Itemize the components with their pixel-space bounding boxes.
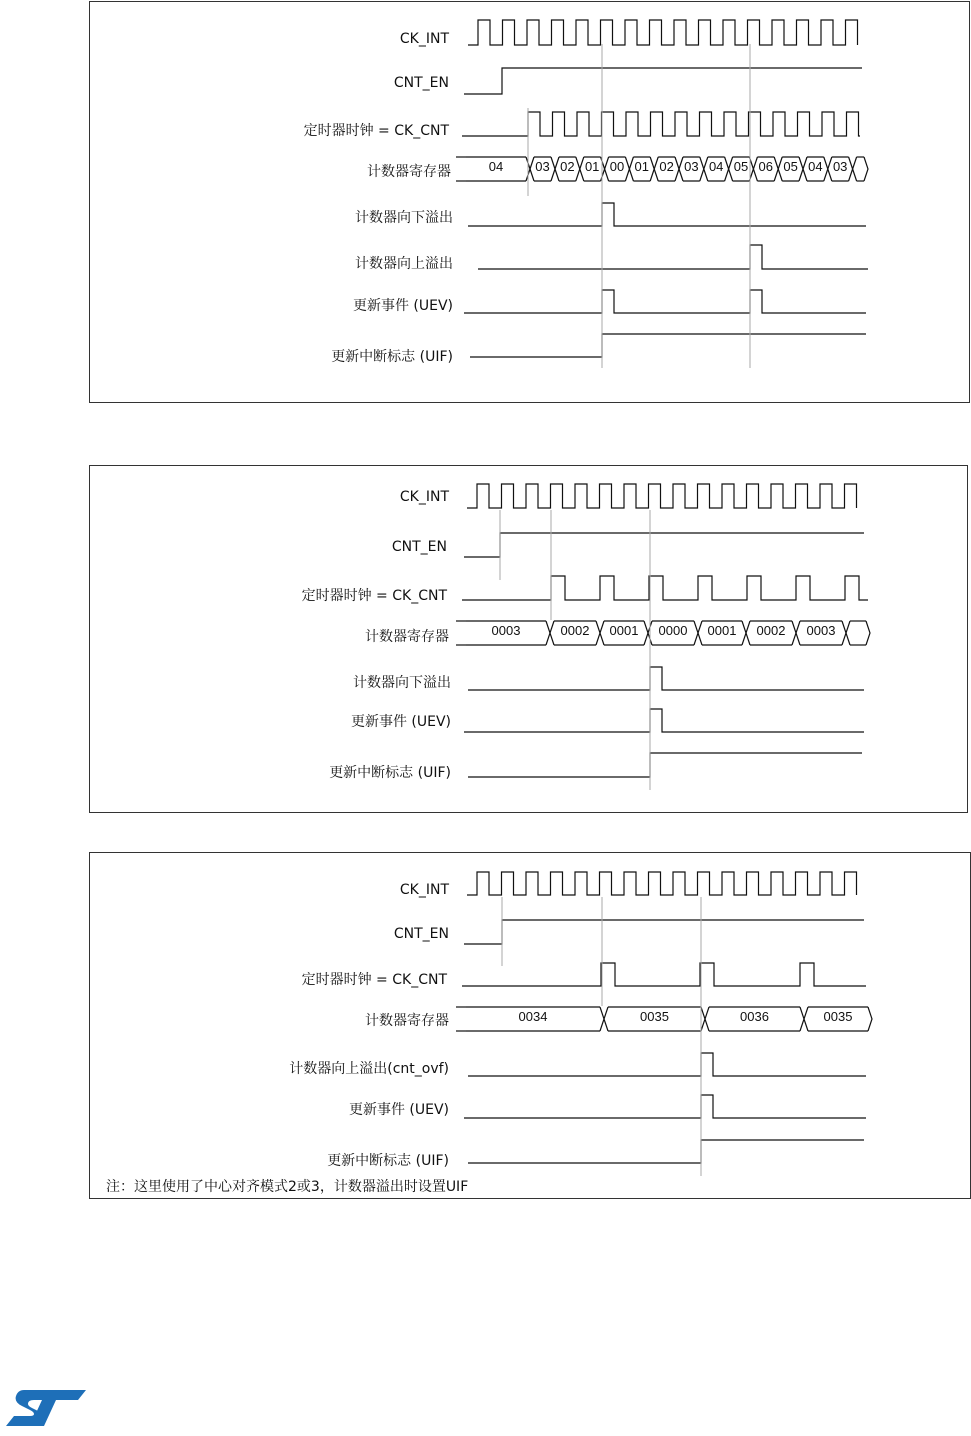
- d1-counter-bus-value: 03: [535, 159, 550, 174]
- d1-counter-bus-end: [864, 157, 868, 181]
- d3-label-ck-int: CK_INT: [399, 882, 449, 898]
- d2-counter-bus-value: 0001: [707, 623, 737, 638]
- d1-uev-wave: [464, 290, 866, 313]
- d1-uif-wave: [470, 334, 866, 357]
- d1-label-uev: 更新事件 (UEV): [352, 298, 453, 314]
- d3-label-uif: 更新中断标志 (UIF): [327, 1153, 449, 1169]
- d2-counter-bus-value: 0003: [491, 623, 521, 638]
- d3-label-overflow: 计数器向上溢出(cnt_ovf): [289, 1061, 449, 1077]
- d2-ck-cnt-wave: [462, 576, 868, 600]
- d1-counter-bus-value: 05: [783, 159, 798, 174]
- d2-label-ck-int: CK_INT: [399, 489, 449, 505]
- d2-label-uif: 更新中断标志 (UIF): [329, 765, 451, 781]
- st-logo-icon: [6, 1386, 88, 1432]
- d2-label-uev: 更新事件 (UEV): [350, 714, 451, 730]
- d3-label-ck-cnt: 定时器时钟 = CK_CNT: [301, 972, 447, 988]
- d1-counter-bus-value: 06: [758, 159, 774, 174]
- d2-cnt-en-wave: [464, 533, 864, 557]
- d3-ck-int-wave: [467, 872, 857, 895]
- d1-label-uif: 更新中断标志 (UIF): [331, 349, 453, 365]
- d1-counter-bus-value: 02: [560, 159, 575, 174]
- d3-counter-bus-value: 0035: [640, 1009, 669, 1024]
- d3-overflow-wave: [468, 1053, 866, 1076]
- d1-label-ck-cnt: 定时器时钟 = CK_CNT: [303, 123, 449, 139]
- d1-label-cnt-en: CNT_EN: [393, 75, 449, 91]
- d3-label-cnt-en: CNT_EN: [393, 926, 449, 942]
- d2-counter-bus-end: [866, 621, 870, 645]
- d2-label-underflow: 计数器向下溢出: [353, 675, 451, 691]
- d3-uev-wave: [464, 1095, 866, 1118]
- d1-ck-cnt-wave: [462, 112, 860, 136]
- d3-cnt-en-wave: [464, 920, 864, 944]
- d3-ck-cnt-wave: [462, 963, 866, 986]
- d1-counter-bus-value: 00: [609, 159, 625, 174]
- d1-counter-bus-value: 02: [659, 159, 674, 174]
- d2-counter-bus-value: 0002: [756, 623, 786, 638]
- d3-note: 注：这里使用了中心对齐模式2或3，计数器溢出时设置UIF: [106, 1179, 469, 1195]
- d2-uev-wave: [464, 709, 864, 732]
- d1-cnt-en-wave: [464, 68, 862, 94]
- d2-counter-bus-value: 0003: [806, 623, 836, 638]
- d1-counter-bus-value: 03: [832, 159, 848, 174]
- d1-label-underflow: 计数器向下溢出: [355, 210, 453, 226]
- d1-label-counter: 计数器寄存器: [367, 164, 451, 180]
- d2-uif-wave: [468, 753, 862, 777]
- d2-underflow-wave: [468, 667, 864, 690]
- d1-label-ck-int: CK_INT: [399, 31, 449, 47]
- d1-counter-bus-value: 03: [684, 159, 699, 174]
- d2-label-counter: 计数器寄存器: [365, 629, 449, 645]
- d1-counter-bus-value: 05: [733, 159, 749, 174]
- d1-counter-bus-value: 01: [634, 159, 650, 174]
- d2-label-cnt-en: CNT_EN: [391, 539, 447, 555]
- d2-label-ck-cnt: 定时器时钟 = CK_CNT: [301, 588, 447, 604]
- d1-counter-bus-value: 04: [708, 159, 724, 174]
- d1-counter-bus-value: 01: [584, 159, 600, 174]
- d3-counter-bus-end: [868, 1007, 872, 1031]
- d2-ck-int-wave: [467, 484, 857, 508]
- d3-label-uev: 更新事件 (UEV): [348, 1102, 449, 1118]
- d1-ck-int-wave: [468, 20, 858, 45]
- d3-counter-bus-value: 0036: [740, 1009, 769, 1024]
- d2-counter-bus-value: 0000: [658, 623, 688, 638]
- d1-overflow-wave: [478, 245, 868, 269]
- d1-counter-bus-value: 04: [808, 159, 823, 174]
- d3-counter-bus-value: 0035: [823, 1009, 853, 1024]
- d1-label-overflow: 计数器向上溢出: [355, 256, 453, 272]
- d3-counter-bus-value: 0034: [518, 1009, 548, 1024]
- d2-counter-bus-value: 0002: [560, 623, 590, 638]
- d3-label-counter: 计数器寄存器: [365, 1013, 449, 1029]
- d1-counter-bus-value: 04: [488, 159, 504, 174]
- d1-underflow-wave: [468, 203, 866, 226]
- d3-uif-wave: [468, 1140, 864, 1163]
- d2-counter-bus-value: 0001: [609, 623, 639, 638]
